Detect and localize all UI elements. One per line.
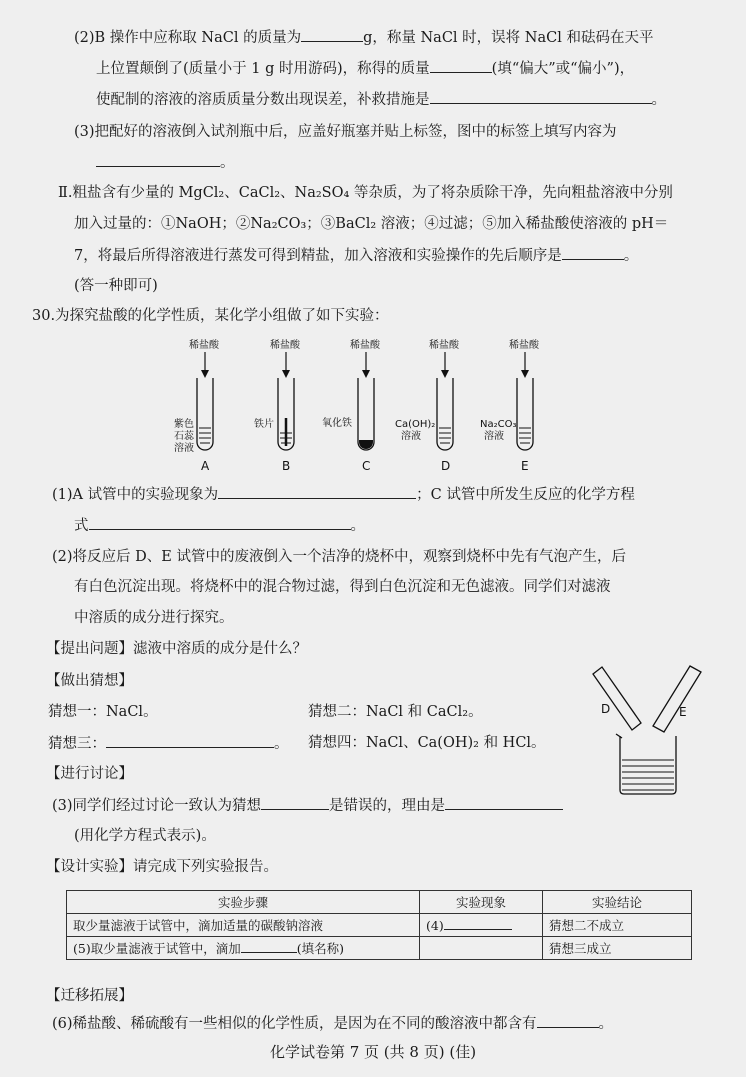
- row1-step: 取少量滤液于试管中，滴加适量的碳酸钠溶液: [67, 914, 420, 937]
- tube-e-tilted: [653, 666, 701, 732]
- q30-6: (6)稀盐酸、稀硫酸有一些相似的化学性质，是因为在不同的酸溶液中都含有 。: [52, 1013, 613, 1034]
- tube-e: [517, 378, 533, 450]
- q30-1-line2: 式 。: [74, 515, 365, 536]
- q3-line2: 。: [96, 152, 235, 173]
- beaker-e-letter: E: [679, 705, 687, 719]
- row1-conclusion: 猜想二不成立: [543, 914, 692, 937]
- q30-2-line1: (2)将反应后 D、E 试管中的废液倒入一个洁净的烧杯中，观察到烧杯中先有气泡产生，后: [52, 549, 626, 565]
- part2-line3: 7，将最后所得溶液进行蒸发可得到精盐，加入溶液和实验操作的先后顺序是 。: [74, 245, 638, 266]
- svg-text:铁片: 铁片: [254, 419, 274, 430]
- row1-phenomenon: (4): [420, 914, 543, 937]
- q30-title: 30.为探究盐酸的化学性质，某化学小组做了如下实验：: [32, 308, 389, 324]
- svg-text:D: D: [441, 459, 451, 473]
- q2-line2: 上位置颠倒了(质量小于 1 g 时用游码)，称得的质量 (填“偏大”或“偏小”)，: [96, 58, 634, 79]
- row2-conclusion: 猜想三成立: [543, 937, 692, 960]
- tube-c: [358, 378, 374, 450]
- q30-1-line1: (1)A 试管中的实验现象为 ；C 试管中所发生反应的化学方程: [52, 484, 635, 505]
- q30-3-line2: (用化学方程式表示)。: [74, 828, 216, 844]
- svg-text:B: B: [282, 459, 291, 473]
- acid-label-b: 稀盐酸: [270, 340, 300, 351]
- tube-a: [197, 378, 213, 450]
- acid-label-c: 稀盐酸: [350, 340, 380, 351]
- tube-d-tilted: [593, 667, 641, 730]
- beaker-d-letter: D: [601, 702, 611, 716]
- svg-text:氧化铁: 氧化铁: [322, 418, 352, 429]
- answer-blank[interactable]: [537, 1013, 599, 1028]
- row2-phenomenon: [420, 937, 543, 960]
- section-question: 【提出问题】滤液中溶质的成分是什么？: [46, 641, 307, 657]
- table-header: [67, 891, 692, 914]
- section-extension: 【迁移拓展】: [46, 988, 133, 1004]
- svg-text:C: C: [362, 459, 371, 473]
- part2-line2: 加入过量的：①NaOH；②Na₂CO₃；③BaCl₂ 溶液；④过滤；⑤加入稀盐酸使溶液的 pH＝: [74, 216, 669, 232]
- tube-d: [437, 378, 453, 450]
- part2-line4: (答一种即可): [74, 278, 158, 294]
- answer-blank[interactable]: [218, 484, 416, 499]
- hypothesis-1: 猜想一：NaCl。: [48, 704, 158, 720]
- svg-text:溶液: 溶液: [401, 431, 421, 442]
- section-hypothesis: 【做出猜想】: [46, 673, 133, 689]
- table-row: [67, 914, 692, 937]
- acid-label-a: 稀盐酸: [189, 340, 219, 351]
- header-conclusion: 实验结论: [543, 891, 692, 914]
- svg-text:溶液: 溶液: [174, 443, 194, 454]
- hypothesis-2: 猜想二：NaCl 和 CaCl₂。: [308, 704, 483, 720]
- svg-text:紫色: 紫色: [174, 419, 194, 430]
- q30-2-line2: 有白色沉淀出现。将烧杯中的混合物过滤，得到白色沉淀和无色滤液。同学们对滤液: [74, 579, 611, 595]
- page-footer: 化学试卷第 7 页 (共 8 页) (佳): [269, 1043, 477, 1061]
- q2-line3: 使配制的溶液的溶质质量分数出现误差，补救措施是 。: [96, 89, 666, 110]
- svg-text:A: A: [201, 459, 210, 473]
- svg-text:溶液: 溶液: [484, 431, 504, 442]
- svg-text:石蕊: 石蕊: [174, 431, 194, 442]
- svg-text:E: E: [521, 459, 529, 473]
- q2-line1: (2)B 操作中应称取 NaCl 的质量为 g，称量 NaCl 时，误将 NaCl 和砝码在天平: [74, 27, 653, 48]
- answer-blank[interactable]: [241, 941, 297, 953]
- header-step: 实验步骤: [67, 891, 420, 914]
- answer-blank[interactable]: [445, 795, 563, 810]
- beaker-figure: [593, 666, 701, 794]
- section-design: 【设计实验】请完成下列实验报告。: [46, 859, 278, 875]
- answer-blank[interactable]: [106, 733, 274, 748]
- row2-step: (5)取少量滤液于试管中，滴加 (填名称): [67, 937, 420, 960]
- acid-label-e: 稀盐酸: [509, 340, 539, 351]
- answer-blank[interactable]: [444, 918, 512, 930]
- hypothesis-3: 猜想三： 。: [48, 733, 289, 754]
- section-discussion: 【进行讨论】: [46, 766, 133, 782]
- svg-text:Ca(OH)₂: Ca(OH)₂: [395, 419, 436, 430]
- beaker: [620, 736, 676, 794]
- acid-label-d: 稀盐酸: [429, 340, 459, 351]
- table-row: [67, 937, 692, 960]
- q30-2-line3: 中溶质的成分进行探究。: [74, 610, 234, 626]
- answer-blank[interactable]: [261, 795, 329, 810]
- svg-text:Na₂CO₃: Na₂CO₃: [480, 419, 517, 430]
- experiment-table: [66, 890, 692, 960]
- part2-line1: Ⅱ.粗盐含有少量的 MgCl₂、CaCl₂、Na₂SO₄ 等杂质，为了将杂质除干净，先向粗盐溶液中分别: [58, 185, 673, 201]
- q3-line1: (3)把配好的溶液倒入试剂瓶中后，应盖好瓶塞并贴上标签，图中的标签上填写内容为: [74, 124, 617, 140]
- hypothesis-4: 猜想四：NaCl、Ca(OH)₂ 和 HCl。: [308, 735, 546, 751]
- header-phenomenon: 实验现象: [420, 891, 543, 914]
- answer-blank[interactable]: [89, 515, 351, 530]
- q30-3-line1: (3)同学们经过讨论一致认为猜想 是错误的，理由是: [52, 795, 563, 816]
